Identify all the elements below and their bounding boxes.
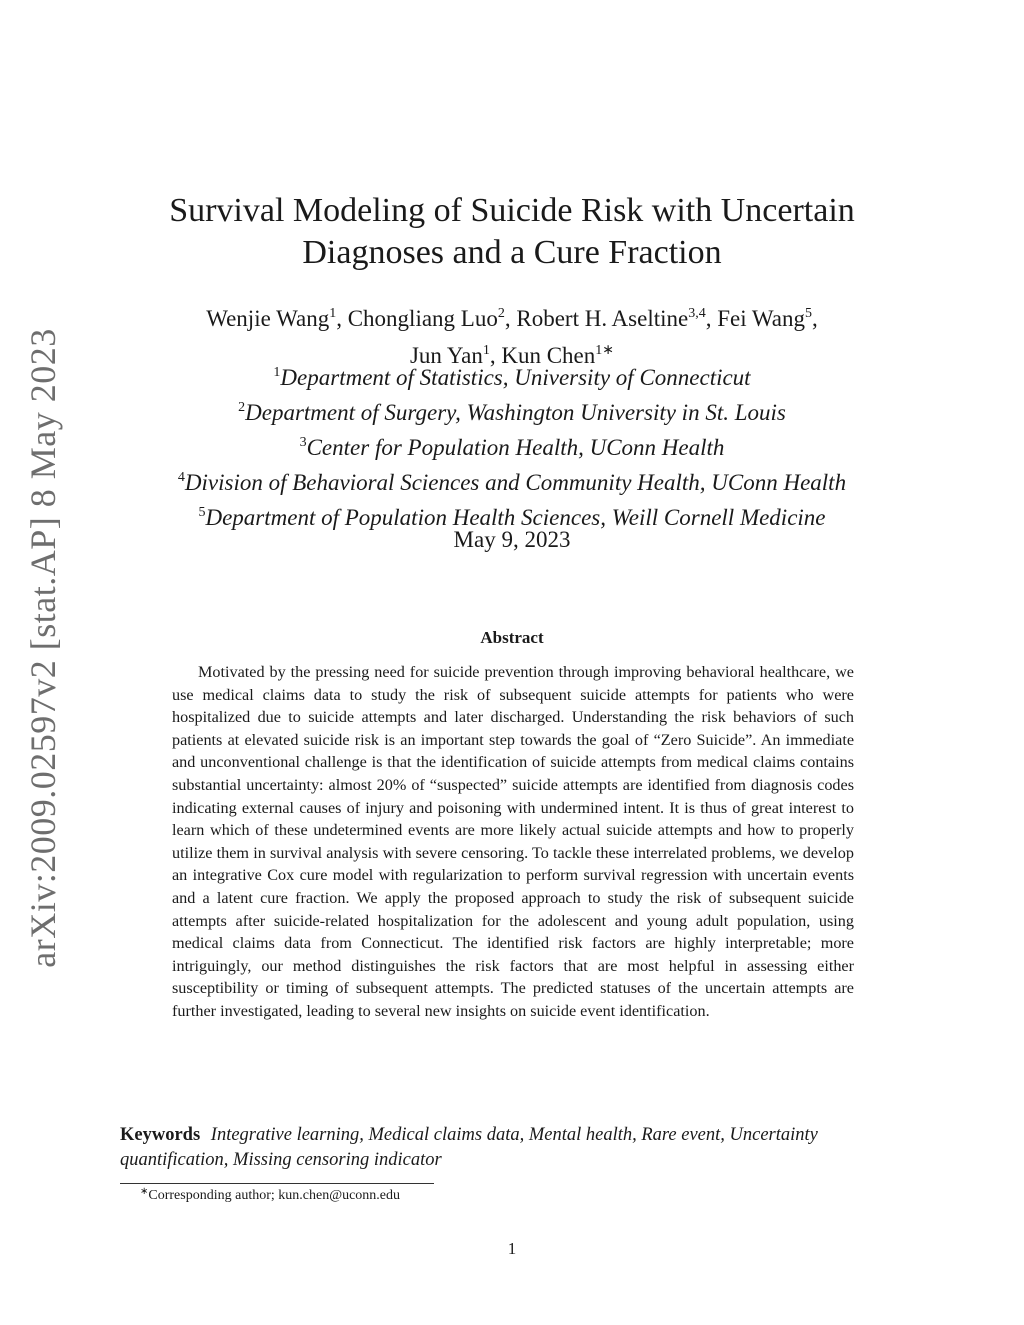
paper-title: [120, 190, 904, 274]
affiliation: $^4$Division of Behavioral Sciences and Community Health, UConn Health: [177, 470, 847, 495]
keywords-text: Integrative learning, Medical claims data, Mental health, Rare event, Uncertainty quantification, Missing censoring indicator: [120, 1125, 818, 1170]
author: Wenjie Wang$^1$,: [206, 306, 348, 331]
author: Kun Chen$^{1∗}$: [501, 343, 615, 368]
abstract-heading: Abstract: [480, 628, 544, 647]
page-number: 1: [507, 1239, 517, 1258]
title-line-2: Diagnoses and a Cure Fraction: [302, 234, 722, 271]
affiliation: $^3$Center for Population Health, UConn Health: [299, 435, 725, 460]
footnote-text: Corresponding author; kun.chen@uconn.edu: [148, 1188, 401, 1203]
author: Chongliang Luo$^2$,: [347, 306, 517, 331]
title-line-1: Survival Modeling of Suicide Risk with Uncertain: [169, 192, 855, 229]
arxiv-identifier: arXiv:2009.02597v2 [stat.AP] 8 May 2023: [23, 328, 63, 968]
footnote-rule: [120, 1183, 434, 1184]
abstract-body: Motivated by the pressing need for suicide prevention through improving behavioral healthcare, we use medical claims data to study the risk of subsequent suicide attempts for patients who were hospitalized due to suicide attempts and later discharged. Understanding the risk behaviors of such patients at elevated suicide risk is an important step towards the goal of “Zero Suicide”. An immediate and unconventional challenge is that the identification of suicide attempts from medical claims contains substantial uncertainty: almost 20% of “suspected” suicide attempts are identified from diagnosis codes indicating external causes of injury and poisoning with undermined intent. It is thus of great interest to learn which of these undetermined events are more likely actual suicide attempts and how to properly utilize them in survival analysis with severe censoring. To tackle these interrelated problems, we develop an integrative Cox cure model with regularization to perform survival regression with uncertain events and a latent cure fraction. We apply the proposed approach to study the risk of subsequent suicide attempts after suicide-related hospitalization for the adolescent and young adult population, using medical claims data from Connecticut. The identified risk factors are highly interpretable; more intriguingly, our method distinguishes the risk factors that are most helpful in assessing either susceptibility or timing of subsequent attempts. The predicted statuses of the uncertain attempts are further investigated, leading to several new insights on suicide event identification.: [172, 663, 854, 1020]
affiliation: $^5$Department of Population Health Sciences, Weill Cornell Medicine: [198, 505, 826, 530]
publication-date: May 9, 2023: [453, 527, 571, 552]
author: Fei Wang$^5$,: [717, 306, 818, 331]
author: Jun Yan$^1$,: [409, 343, 502, 368]
affiliation-list: [80, 358, 944, 533]
author: Robert H. Aseltine$^{3,4}$,: [516, 306, 718, 331]
affiliation: $^2$Department of Surgery, Washington University in St. Louis: [238, 400, 786, 425]
footnote: ∗Corresponding author; kun.chen@uconn.edu: [140, 1186, 401, 1203]
keywords: [120, 1123, 910, 1173]
keywords-label: Keywords: [120, 1125, 201, 1145]
affiliation: $^1$Department of Statistics, University of Connecticut: [273, 365, 751, 390]
